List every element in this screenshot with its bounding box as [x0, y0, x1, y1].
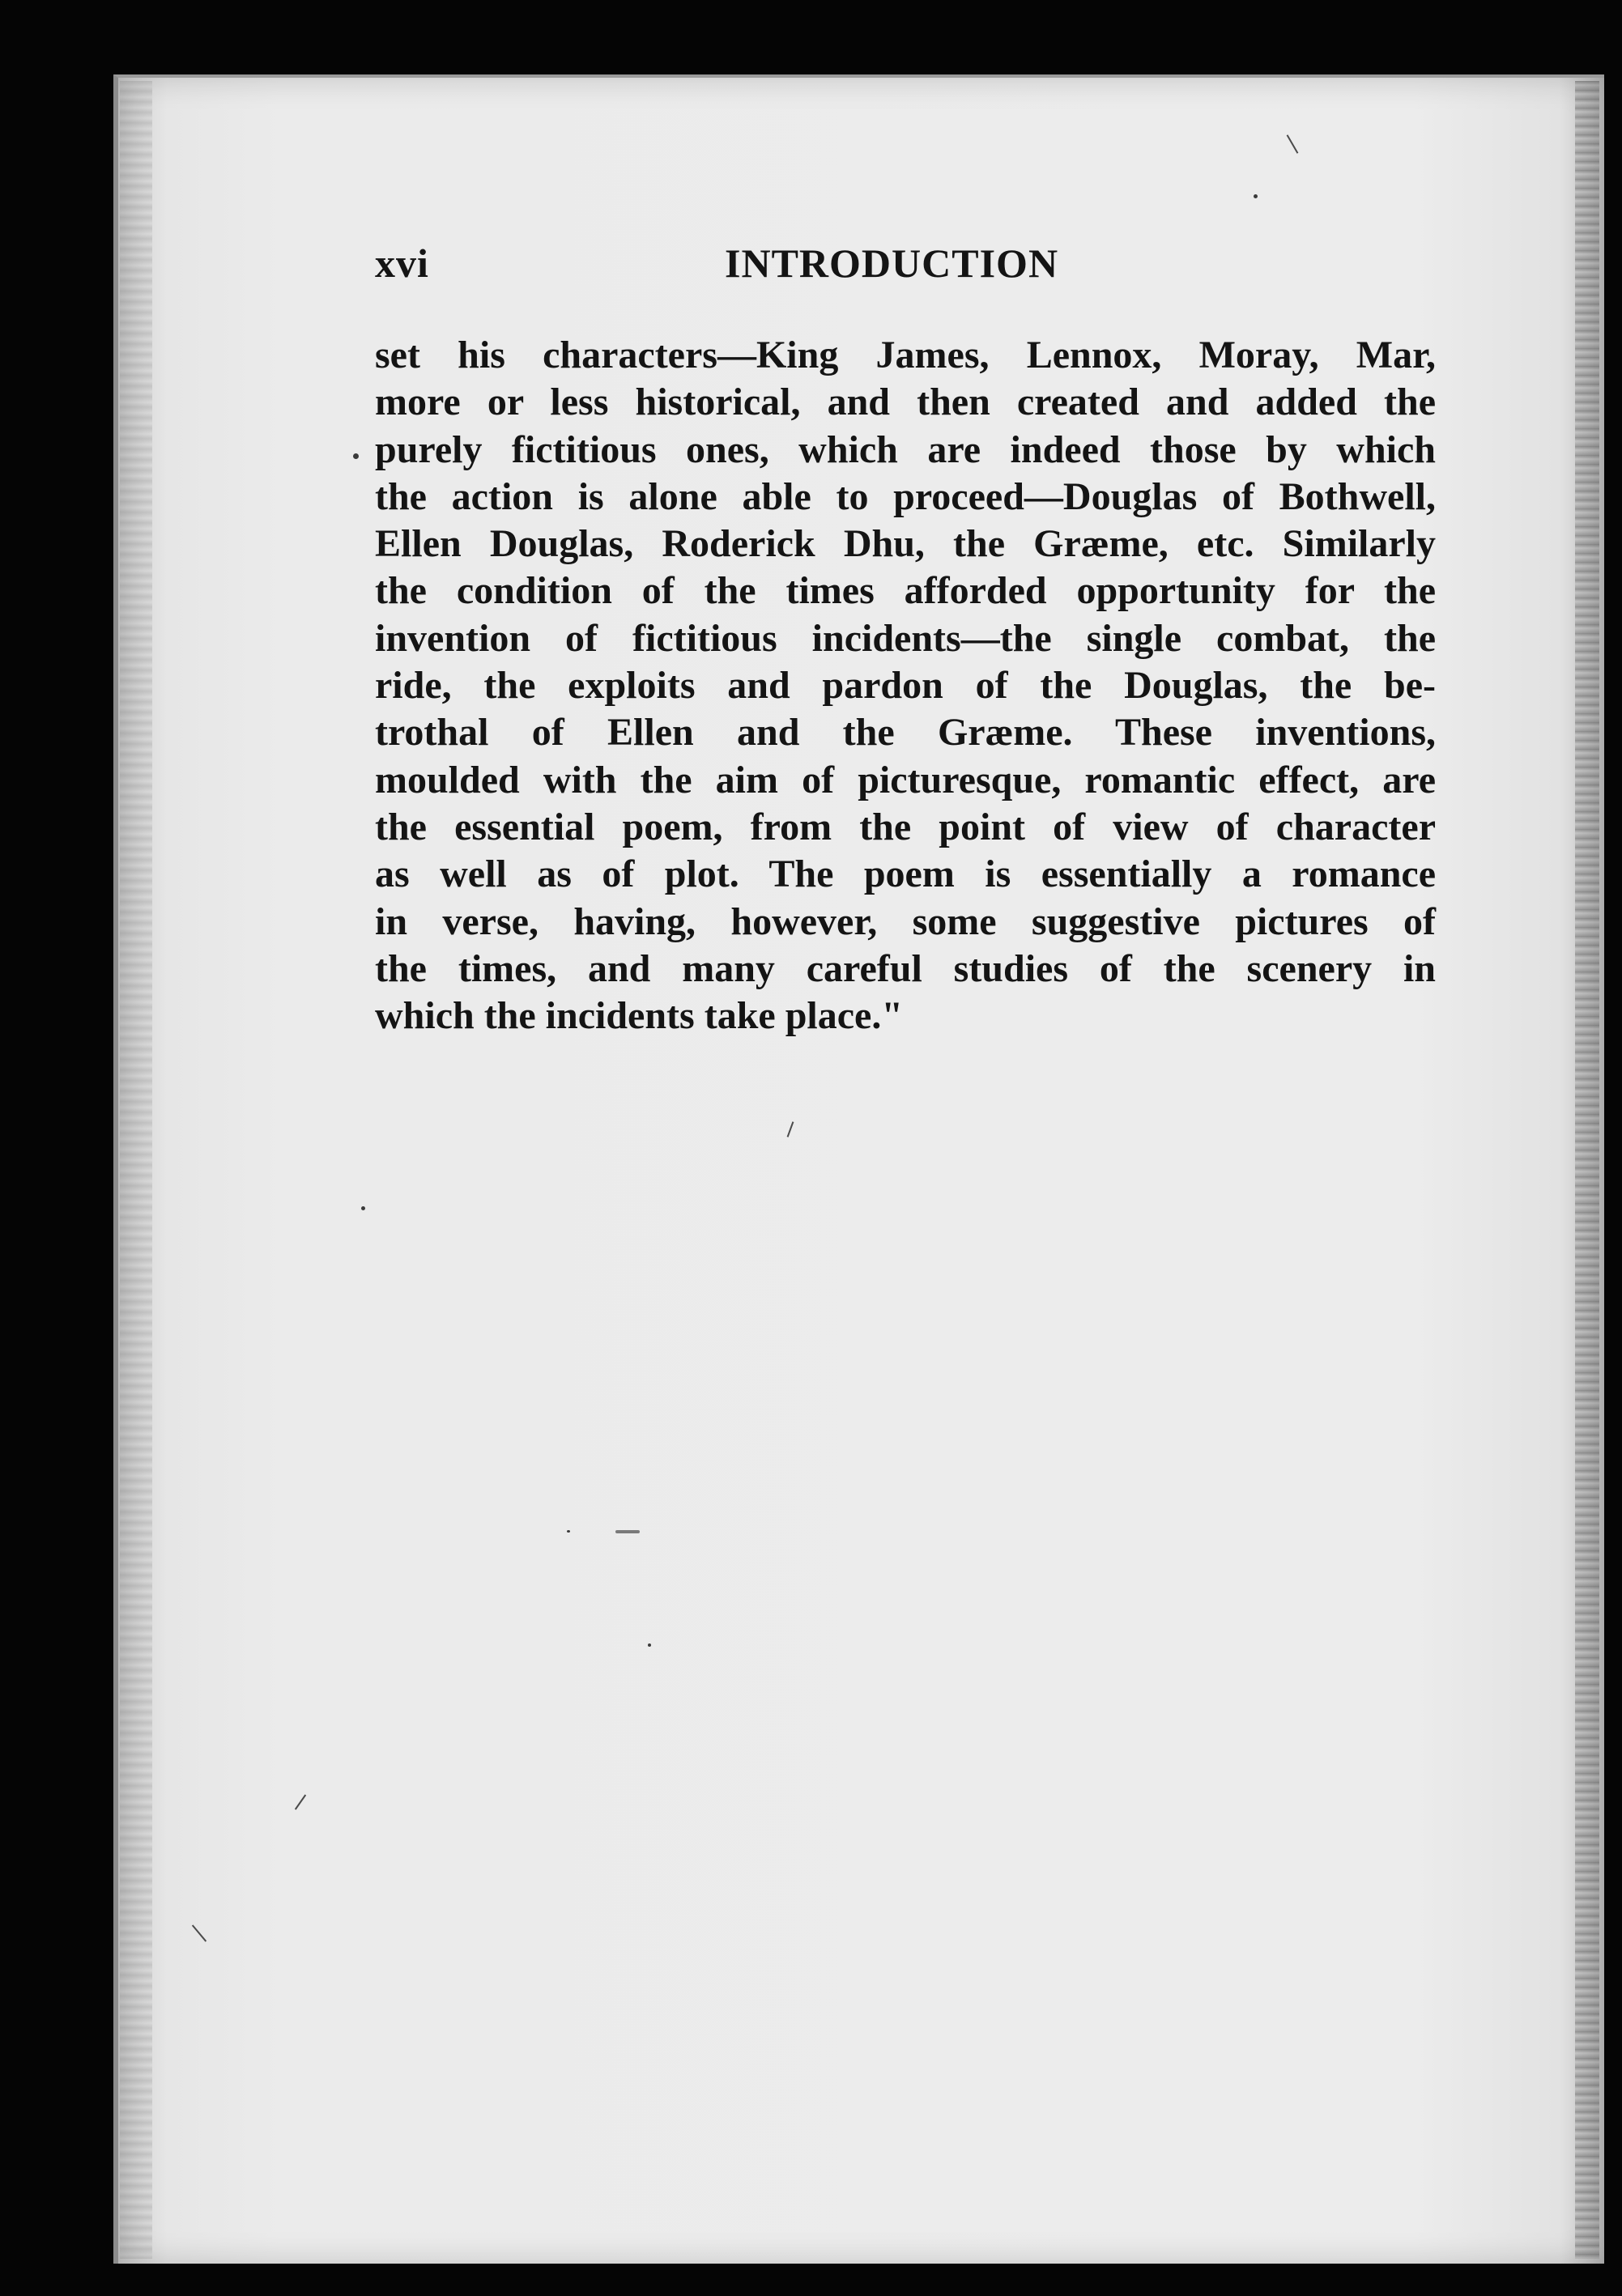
text-line: ride, the exploits and pardon of the Douglas, the be- [375, 664, 1436, 708]
text-line: moulded with the aim of picturesque, romantic effect, are [375, 758, 1436, 801]
text-line: the action is alone able to proceed—Douglas of Bothwell, [375, 474, 1436, 518]
page-number: xvi [375, 240, 429, 286]
text-line: more or less historical, and then created and added the [375, 381, 1436, 424]
page-right-edge [1575, 81, 1599, 2259]
text-line: invention of fictitious incidents—the single combat, the [375, 616, 1436, 660]
text-line: the times, and many careful studies of the scenery in [375, 946, 1436, 990]
scan-speck [648, 1643, 651, 1647]
text-line: which the incidents take place." [375, 994, 903, 1038]
body-paragraph [375, 332, 1436, 1040]
text-line: the essential poem, from the point of view of character [375, 805, 1436, 848]
scan-speck [361, 1206, 365, 1210]
text-line: set his characters—King James, Lennox, Moray, Mar, [375, 334, 1436, 376]
scan-speck [615, 1530, 640, 1533]
page-header [375, 240, 1079, 296]
scan-speck [353, 453, 359, 459]
text-line: trothal of Ellen and the Græme. These inventions, [375, 711, 1436, 755]
running-head: INTRODUCTION [725, 240, 1059, 286]
text-line: purely fictitious ones, which are indeed those by which [375, 427, 1436, 471]
text-line: in verse, having, however, some suggestive pictures of [375, 899, 1436, 943]
text-line: Ellen Douglas, Roderick Dhu, the Græme, etc. Similarly [375, 522, 1436, 566]
scan-speck [1254, 194, 1258, 198]
text-line: as well as of plot. The poem is essentially a romance [375, 852, 1436, 896]
page-left-edge [120, 81, 152, 2259]
text-line: the condition of the times afforded opportunity for the [375, 569, 1436, 613]
scan-speck [567, 1530, 570, 1533]
